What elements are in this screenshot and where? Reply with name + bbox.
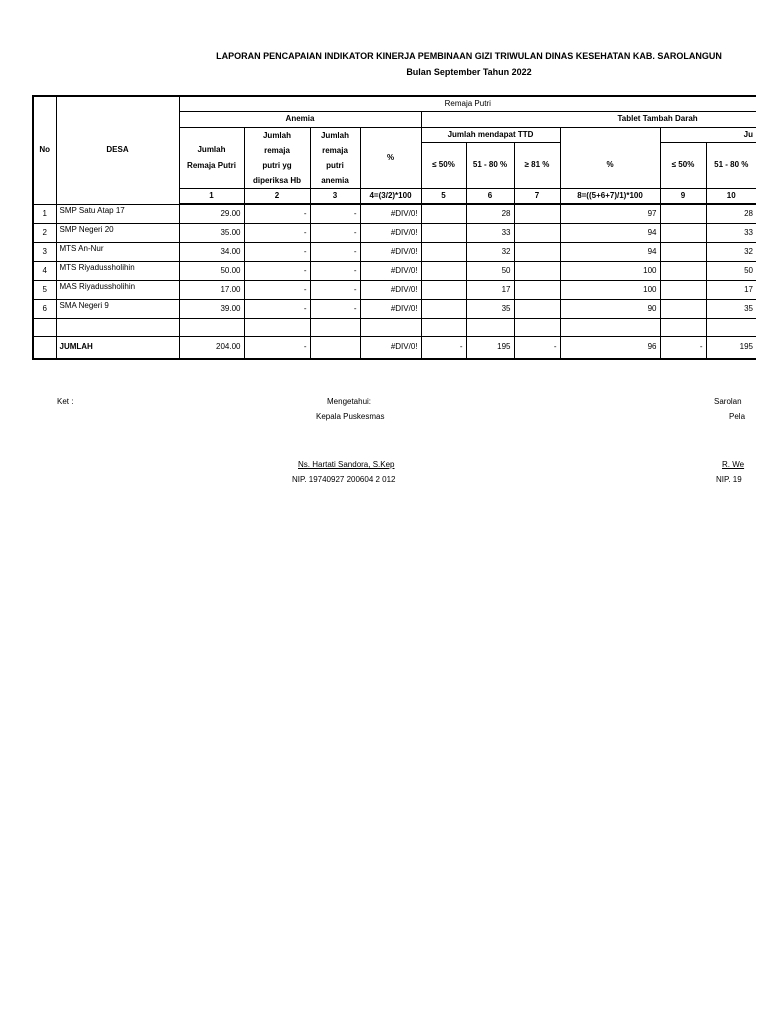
cell-jumlah-remaja: 34.00 — [179, 242, 244, 261]
right-signatory-nip: NIP. 19 — [716, 475, 742, 484]
signatory-nip: NIP. 19740927 200604 2 012 — [292, 475, 396, 484]
header-persen-ttd: % — [560, 142, 660, 188]
cell-anemia: - — [310, 280, 360, 299]
column-number: 7 — [514, 188, 560, 204]
cell-col-9 — [660, 261, 706, 280]
total-persen-ttd: 96 — [560, 336, 660, 359]
cell-diperiksa-hb: - — [244, 204, 310, 223]
cell-ttd-le-50 — [421, 299, 466, 318]
cell-col-10: 35 — [706, 299, 756, 318]
table-row — [33, 280, 756, 299]
header-line: Jumlah — [262, 130, 291, 140]
header-no: No — [33, 96, 56, 204]
report-title: LAPORAN PENCAPAIAN INDIKATOR KINERJA PEMBINAAN GIZI TRIWULAN DINAS KESEHATAN KAB. SAROLANGUN — [216, 51, 722, 61]
cell-persen-ttd: 94 — [560, 223, 660, 242]
column-number: 9 — [660, 188, 706, 204]
cell-ttd-51-80: 50 — [466, 261, 514, 280]
cell-ttd-51-80: 28 — [466, 204, 514, 223]
header-51-80: 51 - 80 % — [714, 160, 749, 169]
table-row — [33, 299, 756, 318]
header-line: remaja — [322, 145, 348, 155]
header-line: anemia — [321, 175, 349, 185]
row-no: 5 — [33, 280, 56, 299]
row-desa: MTS Riyadussholihin — [56, 261, 179, 280]
header-ju: Ju — [660, 127, 756, 142]
header-jumlah-anemia — [310, 127, 360, 188]
total-col-10: 195 — [706, 336, 756, 359]
blank-cell — [421, 318, 466, 336]
cell-ttd-ge-81 — [514, 261, 560, 280]
right-role-label: Pela — [729, 412, 746, 421]
total-col-9: - — [660, 336, 706, 359]
total-row — [33, 336, 756, 359]
cell-ttd-le-50 — [421, 261, 466, 280]
table-row — [33, 242, 756, 261]
cell-jumlah-remaja: 29.00 — [179, 204, 244, 223]
blank-cell — [560, 318, 660, 336]
mengetahui-label: Mengetahui: — [327, 397, 372, 406]
header-jumlah-diperiksa — [244, 127, 310, 188]
column-number: 1 — [179, 188, 244, 204]
row-desa: SMA Negeri 9 — [56, 299, 179, 318]
header-jumlah-mendapat-ttd: Jumlah mendapat TTD — [421, 127, 560, 142]
cell-diperiksa-hb: - — [244, 242, 310, 261]
row-no: 2 — [33, 223, 56, 242]
header-line: diperiksa Hb — [252, 175, 301, 185]
cell-col-10: 17 — [706, 280, 756, 299]
cell-anemia: - — [310, 242, 360, 261]
row-desa: SMP Negeri 20 — [56, 223, 179, 242]
cell-col-9 — [660, 223, 706, 242]
blank-cell — [33, 336, 56, 359]
row-desa: MTS An-Nur — [56, 242, 179, 261]
cell-persen-ttd: 100 — [560, 261, 660, 280]
cell-persen-anemia: #DIV/0! — [360, 242, 421, 261]
cell-diperiksa-hb: - — [244, 261, 310, 280]
cell-persen-anemia: #DIV/0! — [360, 299, 421, 318]
header-jumlah-remaja-putri — [179, 127, 244, 188]
header-remaja-putri: Remaja Putri — [179, 96, 756, 111]
blank-cell — [660, 318, 706, 336]
cell-ttd-ge-81 — [514, 299, 560, 318]
table-row — [33, 223, 756, 242]
cell-ttd-le-50 — [421, 242, 466, 261]
header-line: Remaja Putri — [187, 160, 236, 170]
header-line: Jumlah — [320, 130, 349, 140]
blank-cell — [706, 318, 756, 336]
cell-persen-anemia: #DIV/0! — [360, 223, 421, 242]
blank-cell — [310, 318, 360, 336]
header-line: putri yg — [262, 160, 292, 170]
cell-ttd-le-50 — [421, 280, 466, 299]
total-diperiksa-hb: - — [244, 336, 310, 359]
cell-anemia: - — [310, 299, 360, 318]
header-desa: DESA — [56, 96, 179, 204]
column-number: 10 — [706, 188, 756, 204]
cell-col-9 — [660, 242, 706, 261]
column-number: 2 — [244, 188, 310, 204]
cell-anemia: - — [310, 223, 360, 242]
cell-ttd-51-80: 33 — [466, 223, 514, 242]
kepala-puskesmas-label: Kepala Puskesmas — [316, 412, 385, 421]
column-number: 8=((5+6+7)/1)*100 — [560, 188, 660, 204]
cell-ttd-51-80: 32 — [466, 242, 514, 261]
header-tablet-tambah-darah: Tablet Tambah Darah — [421, 111, 756, 127]
cell-diperiksa-hb: - — [244, 223, 310, 242]
report-table — [32, 95, 756, 360]
cell-col-10: 28 — [706, 204, 756, 223]
cell-persen-anemia: #DIV/0! — [360, 261, 421, 280]
header-line: Jumlah — [197, 144, 226, 154]
cell-diperiksa-hb: - — [244, 280, 310, 299]
blank-cell — [560, 127, 660, 142]
blank-cell — [514, 318, 560, 336]
header-line: remaja — [264, 145, 290, 155]
total-ttd-le-50: - — [421, 336, 466, 359]
report-subtitle: Bulan September Tahun 2022 — [406, 67, 532, 77]
cell-ttd-ge-81 — [514, 242, 560, 261]
blank-row — [33, 318, 756, 336]
row-desa: MAS Riyadussholihin — [56, 280, 179, 299]
total-anemia — [310, 336, 360, 359]
total-ttd-51-80: 195 — [466, 336, 514, 359]
cell-persen-ttd: 100 — [560, 280, 660, 299]
table-row — [33, 261, 756, 280]
blank-cell — [179, 318, 244, 336]
blank-cell — [466, 318, 514, 336]
cell-anemia: - — [310, 261, 360, 280]
row-no: 1 — [33, 204, 56, 223]
right-signatory-name: R. We — [722, 460, 745, 469]
column-number: 6 — [466, 188, 514, 204]
cell-col-9 — [660, 280, 706, 299]
blank-cell — [33, 318, 56, 336]
cell-ttd-ge-81 — [514, 280, 560, 299]
cell-col-9 — [660, 204, 706, 223]
row-no: 6 — [33, 299, 56, 318]
header-51-80: 51 - 80 % — [466, 142, 514, 188]
blank-cell — [360, 318, 421, 336]
cell-persen-ttd: 94 — [560, 242, 660, 261]
right-place-label: Sarolan — [714, 397, 742, 406]
cell-col-10: 50 — [706, 261, 756, 280]
cell-ttd-ge-81 — [514, 223, 560, 242]
blank-cell — [244, 318, 310, 336]
total-ttd-ge-81: - — [514, 336, 560, 359]
cell-jumlah-remaja: 50.00 — [179, 261, 244, 280]
header-line: putri — [326, 160, 344, 170]
cell-persen-ttd: 90 — [560, 299, 660, 318]
cell-persen-ttd: 97 — [560, 204, 660, 223]
cell-ttd-ge-81 — [514, 204, 560, 223]
column-number: 5 — [421, 188, 466, 204]
cell-persen-anemia: #DIV/0! — [360, 280, 421, 299]
header-le-50: ≤ 50% — [660, 142, 706, 188]
cell-ttd-51-80: 35 — [466, 299, 514, 318]
header-le-50: ≤ 50% — [421, 142, 466, 188]
column-number: 3 — [310, 188, 360, 204]
total-jumlah-remaja: 204.00 — [179, 336, 244, 359]
row-no: 4 — [33, 261, 56, 280]
cell-jumlah-remaja: 39.00 — [179, 299, 244, 318]
cell-col-10: 32 — [706, 242, 756, 261]
row-desa: SMP Satu Atap 17 — [56, 204, 179, 223]
total-label: JUMLAH — [56, 336, 179, 359]
header-anemia: Anemia — [179, 111, 421, 127]
header-ge-81: ≥ 81 % — [514, 142, 560, 188]
cell-col-10: 33 — [706, 223, 756, 242]
cell-diperiksa-hb: - — [244, 299, 310, 318]
row-no: 3 — [33, 242, 56, 261]
cell-anemia: - — [310, 204, 360, 223]
header-persen-anemia: % — [360, 127, 421, 188]
cell-ttd-le-50 — [421, 223, 466, 242]
cell-persen-anemia: #DIV/0! — [360, 204, 421, 223]
total-persen-anemia: #DIV/0! — [360, 336, 421, 359]
cell-ttd-le-50 — [421, 204, 466, 223]
cell-jumlah-remaja: 17.00 — [179, 280, 244, 299]
ket-label: Ket : — [57, 397, 74, 406]
signatory-name: Ns. Hartati Sandora, S.Kep — [298, 460, 395, 469]
cell-ttd-51-80: 17 — [466, 280, 514, 299]
cell-jumlah-remaja: 35.00 — [179, 223, 244, 242]
table-row — [33, 204, 756, 223]
column-number: 4=(3/2)*100 — [360, 188, 421, 204]
blank-cell — [56, 318, 179, 336]
cell-col-9 — [660, 299, 706, 318]
